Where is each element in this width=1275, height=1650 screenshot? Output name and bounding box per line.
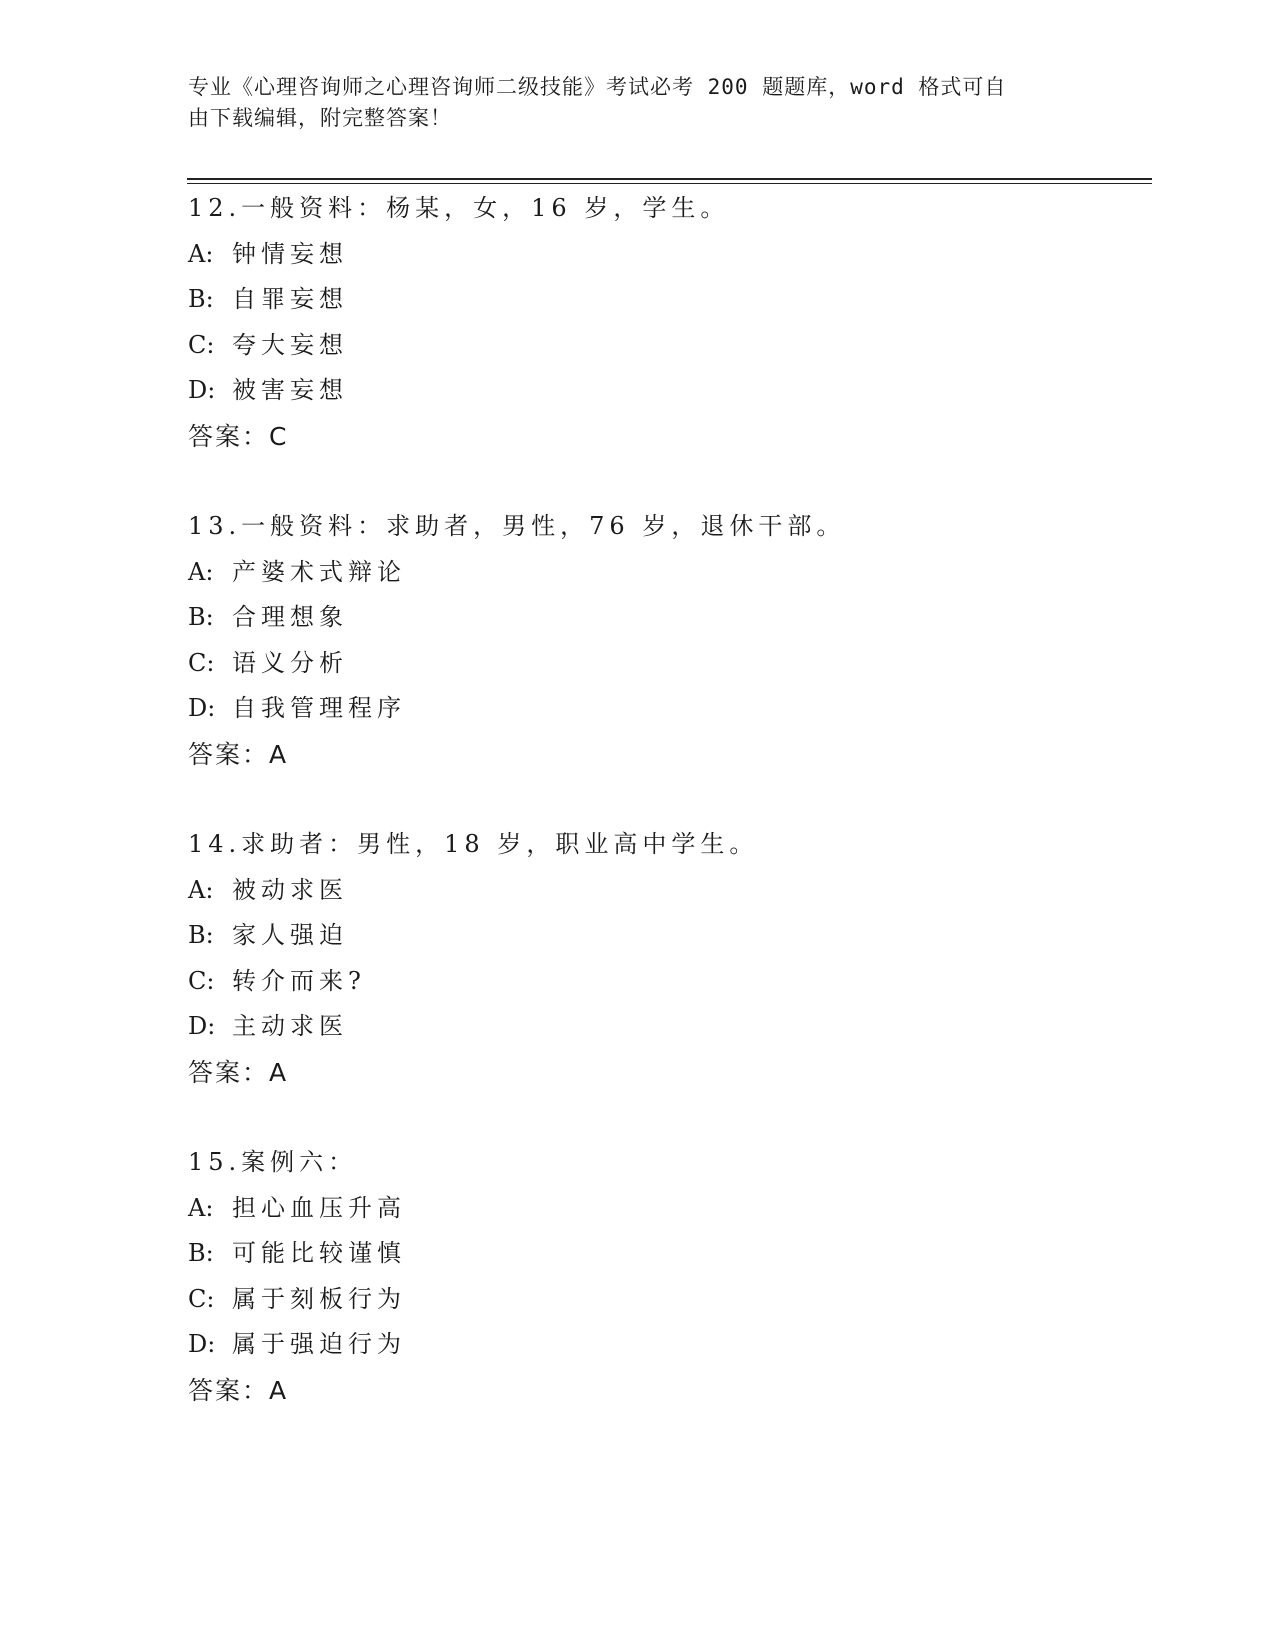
header-line-2: 由下载编辑，附完整答案！ [188, 106, 452, 130]
option-text: 合理想象 [232, 603, 348, 631]
option-letter: D: [188, 694, 216, 722]
option-letter: D: [188, 376, 216, 404]
option-text: 夸大妄想 [232, 330, 348, 359]
option-text: 属于刻板行为 [232, 1284, 406, 1313]
answer-line: 答案：A [188, 739, 289, 769]
option-text: 被动求医 [232, 875, 348, 904]
question-15 [188, 1140, 1088, 1413]
option-letter: A: [188, 1193, 214, 1222]
option-text: 家人强迫 [232, 921, 348, 949]
option-text: 自我管理程序 [232, 694, 406, 722]
question-stem: 13.一般资料：求助者，男性，76 岁，退休干部。 [188, 512, 846, 540]
option-text: 自罪妄想 [232, 285, 348, 313]
answer-line: 答案：A [188, 1057, 289, 1087]
option-a [188, 232, 1088, 278]
question-14 [188, 822, 1088, 1095]
option-text: 钟情妄想 [232, 239, 348, 268]
option-d [188, 1322, 1088, 1368]
option-letter: A: [188, 239, 214, 268]
option-b [188, 277, 1088, 323]
option-letter: B: [188, 603, 214, 631]
option-letter: B: [188, 285, 214, 313]
option-d [188, 368, 1088, 414]
option-letter: B: [188, 1239, 214, 1267]
option-c [188, 959, 1088, 1005]
question-stem: 12.一般资料：杨某，女，16 岁，学生。 [188, 194, 730, 222]
option-letter: D: [188, 1012, 216, 1040]
option-letter: C: [188, 1284, 215, 1313]
option-text: 主动求医 [232, 1012, 348, 1040]
question-12 [188, 186, 1088, 459]
document-header [188, 72, 1068, 134]
header-divider-thick [187, 178, 1152, 180]
option-d [188, 686, 1088, 732]
option-a [188, 868, 1088, 914]
option-c [188, 1277, 1088, 1323]
option-a [188, 550, 1088, 596]
option-c [188, 323, 1088, 369]
option-text: 属于强迫行为 [232, 1330, 406, 1358]
option-text: 产婆术式辩论 [232, 557, 406, 586]
option-c [188, 641, 1088, 687]
header-divider-thin [187, 183, 1152, 184]
option-letter: D: [188, 1330, 216, 1358]
option-a [188, 1186, 1088, 1232]
option-letter: C: [188, 648, 215, 677]
option-text: 转介而来? [232, 966, 366, 995]
answer-line: 答案：A [188, 1375, 289, 1405]
question-stem: 14.求助者：男性，18 岁，职业高中学生。 [188, 830, 759, 858]
option-b [188, 595, 1088, 641]
option-text: 语义分析 [232, 648, 348, 677]
option-letter: C: [188, 330, 215, 359]
answer-line: 答案：C [188, 421, 289, 451]
option-letter: A: [188, 557, 214, 586]
option-text: 担心血压升高 [232, 1193, 406, 1222]
header-line-1: 专业《心理咨询师之心理咨询师二级技能》考试必考 200 题题库，word 格式可自 [188, 75, 1007, 99]
option-letter: A: [188, 875, 214, 904]
question-stem: 15.案例六： [188, 1148, 358, 1176]
option-text: 可能比较谨慎 [232, 1239, 406, 1267]
option-letter: C: [188, 966, 215, 995]
question-13 [188, 504, 1088, 777]
option-d [188, 1004, 1088, 1050]
option-letter: B: [188, 921, 214, 949]
option-text: 被害妄想 [232, 376, 348, 404]
option-b [188, 1231, 1088, 1277]
option-b [188, 913, 1088, 959]
